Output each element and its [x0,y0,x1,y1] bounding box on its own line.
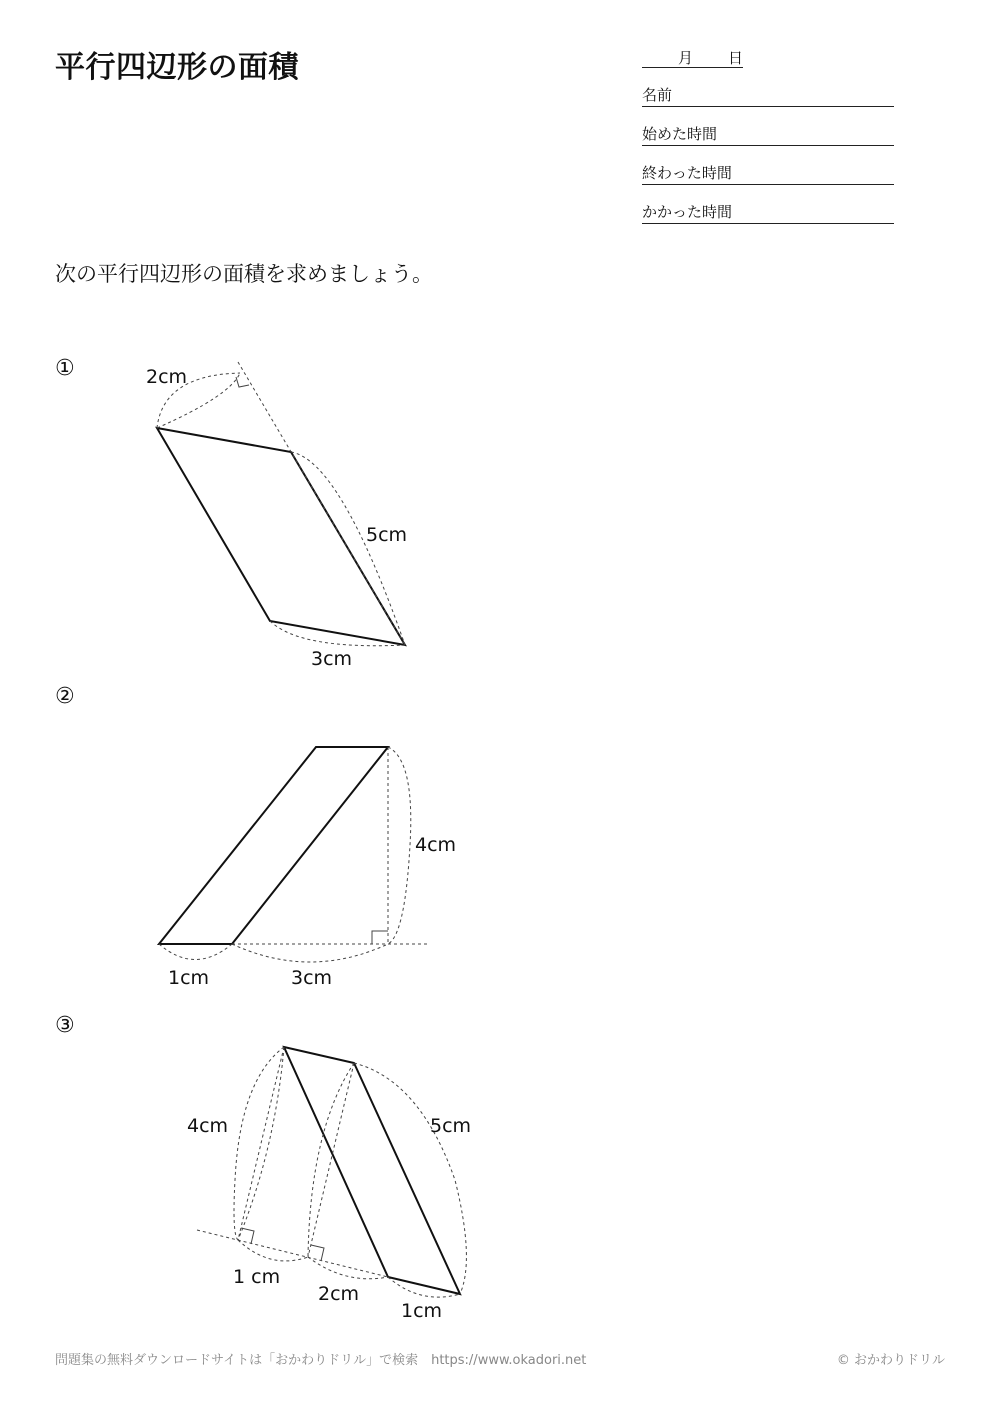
dim-arc-seg1-3 [238,1240,308,1261]
problem-2-base-left-label: 1cm [168,967,210,989]
problem-2-number: ② [55,684,75,709]
instruction-text: 次の平行四辺形の面積を求めましょう。 [55,262,433,286]
end-time-label: 終わった時間 [642,164,732,182]
dim-arc-base-left-2 [159,944,232,960]
base-line-3 [197,1230,388,1277]
problem-3-seg3-label: 1cm [401,1300,443,1322]
dim-arc-left-height-3 [234,1047,284,1240]
problem-3-left-height-label: 4cm [187,1115,229,1137]
right-angle-mark-3a [241,1228,254,1244]
problem-1-number: ① [55,356,75,381]
problem-3-seg1-label: 1 cm [233,1266,281,1288]
problem-2-figure [159,747,430,962]
footer-site-text: 問題集の無料ダウンロードサイトは「おかわりドリル」で検索 https://www.okadori.net [55,1353,587,1368]
parallelogram-2 [159,747,388,944]
footer-copyright: © おかわりドリル [836,1353,945,1368]
month-label: 月 [678,49,694,67]
right-angle-mark-2 [372,931,388,944]
height-line-3a [238,1047,284,1240]
problem-1-figure [157,362,408,646]
problem-3-seg2-label: 2cm [318,1283,360,1305]
dim-arc-height-2 [388,747,411,944]
height-line-3b [308,1063,354,1257]
problem-1-top-label: 2cm [146,366,188,388]
right-angle-mark-1 [236,377,249,387]
problem-1-side-label: 5cm [366,524,408,546]
start-time-label: 始めた時間 [642,125,718,143]
elapsed-time-label: かかった時間 [642,203,733,221]
problem-1-bottom-label: 3cm [311,648,353,670]
problem-3-side-label: 5cm [430,1115,472,1137]
problem-2-base-right-label: 3cm [291,967,333,989]
name-label: 名前 [642,86,673,104]
problem-2-height-label: 4cm [415,834,457,856]
problem-3-figure [197,1047,466,1297]
page-title: 平行四辺形の面積 [55,50,299,85]
dim-arc-base-right-2 [232,944,388,962]
day-label: 日 [728,49,744,67]
problem-3-number: ③ [55,1013,75,1038]
parallelogram-3 [284,1047,460,1294]
right-angle-mark-3b [311,1245,324,1261]
